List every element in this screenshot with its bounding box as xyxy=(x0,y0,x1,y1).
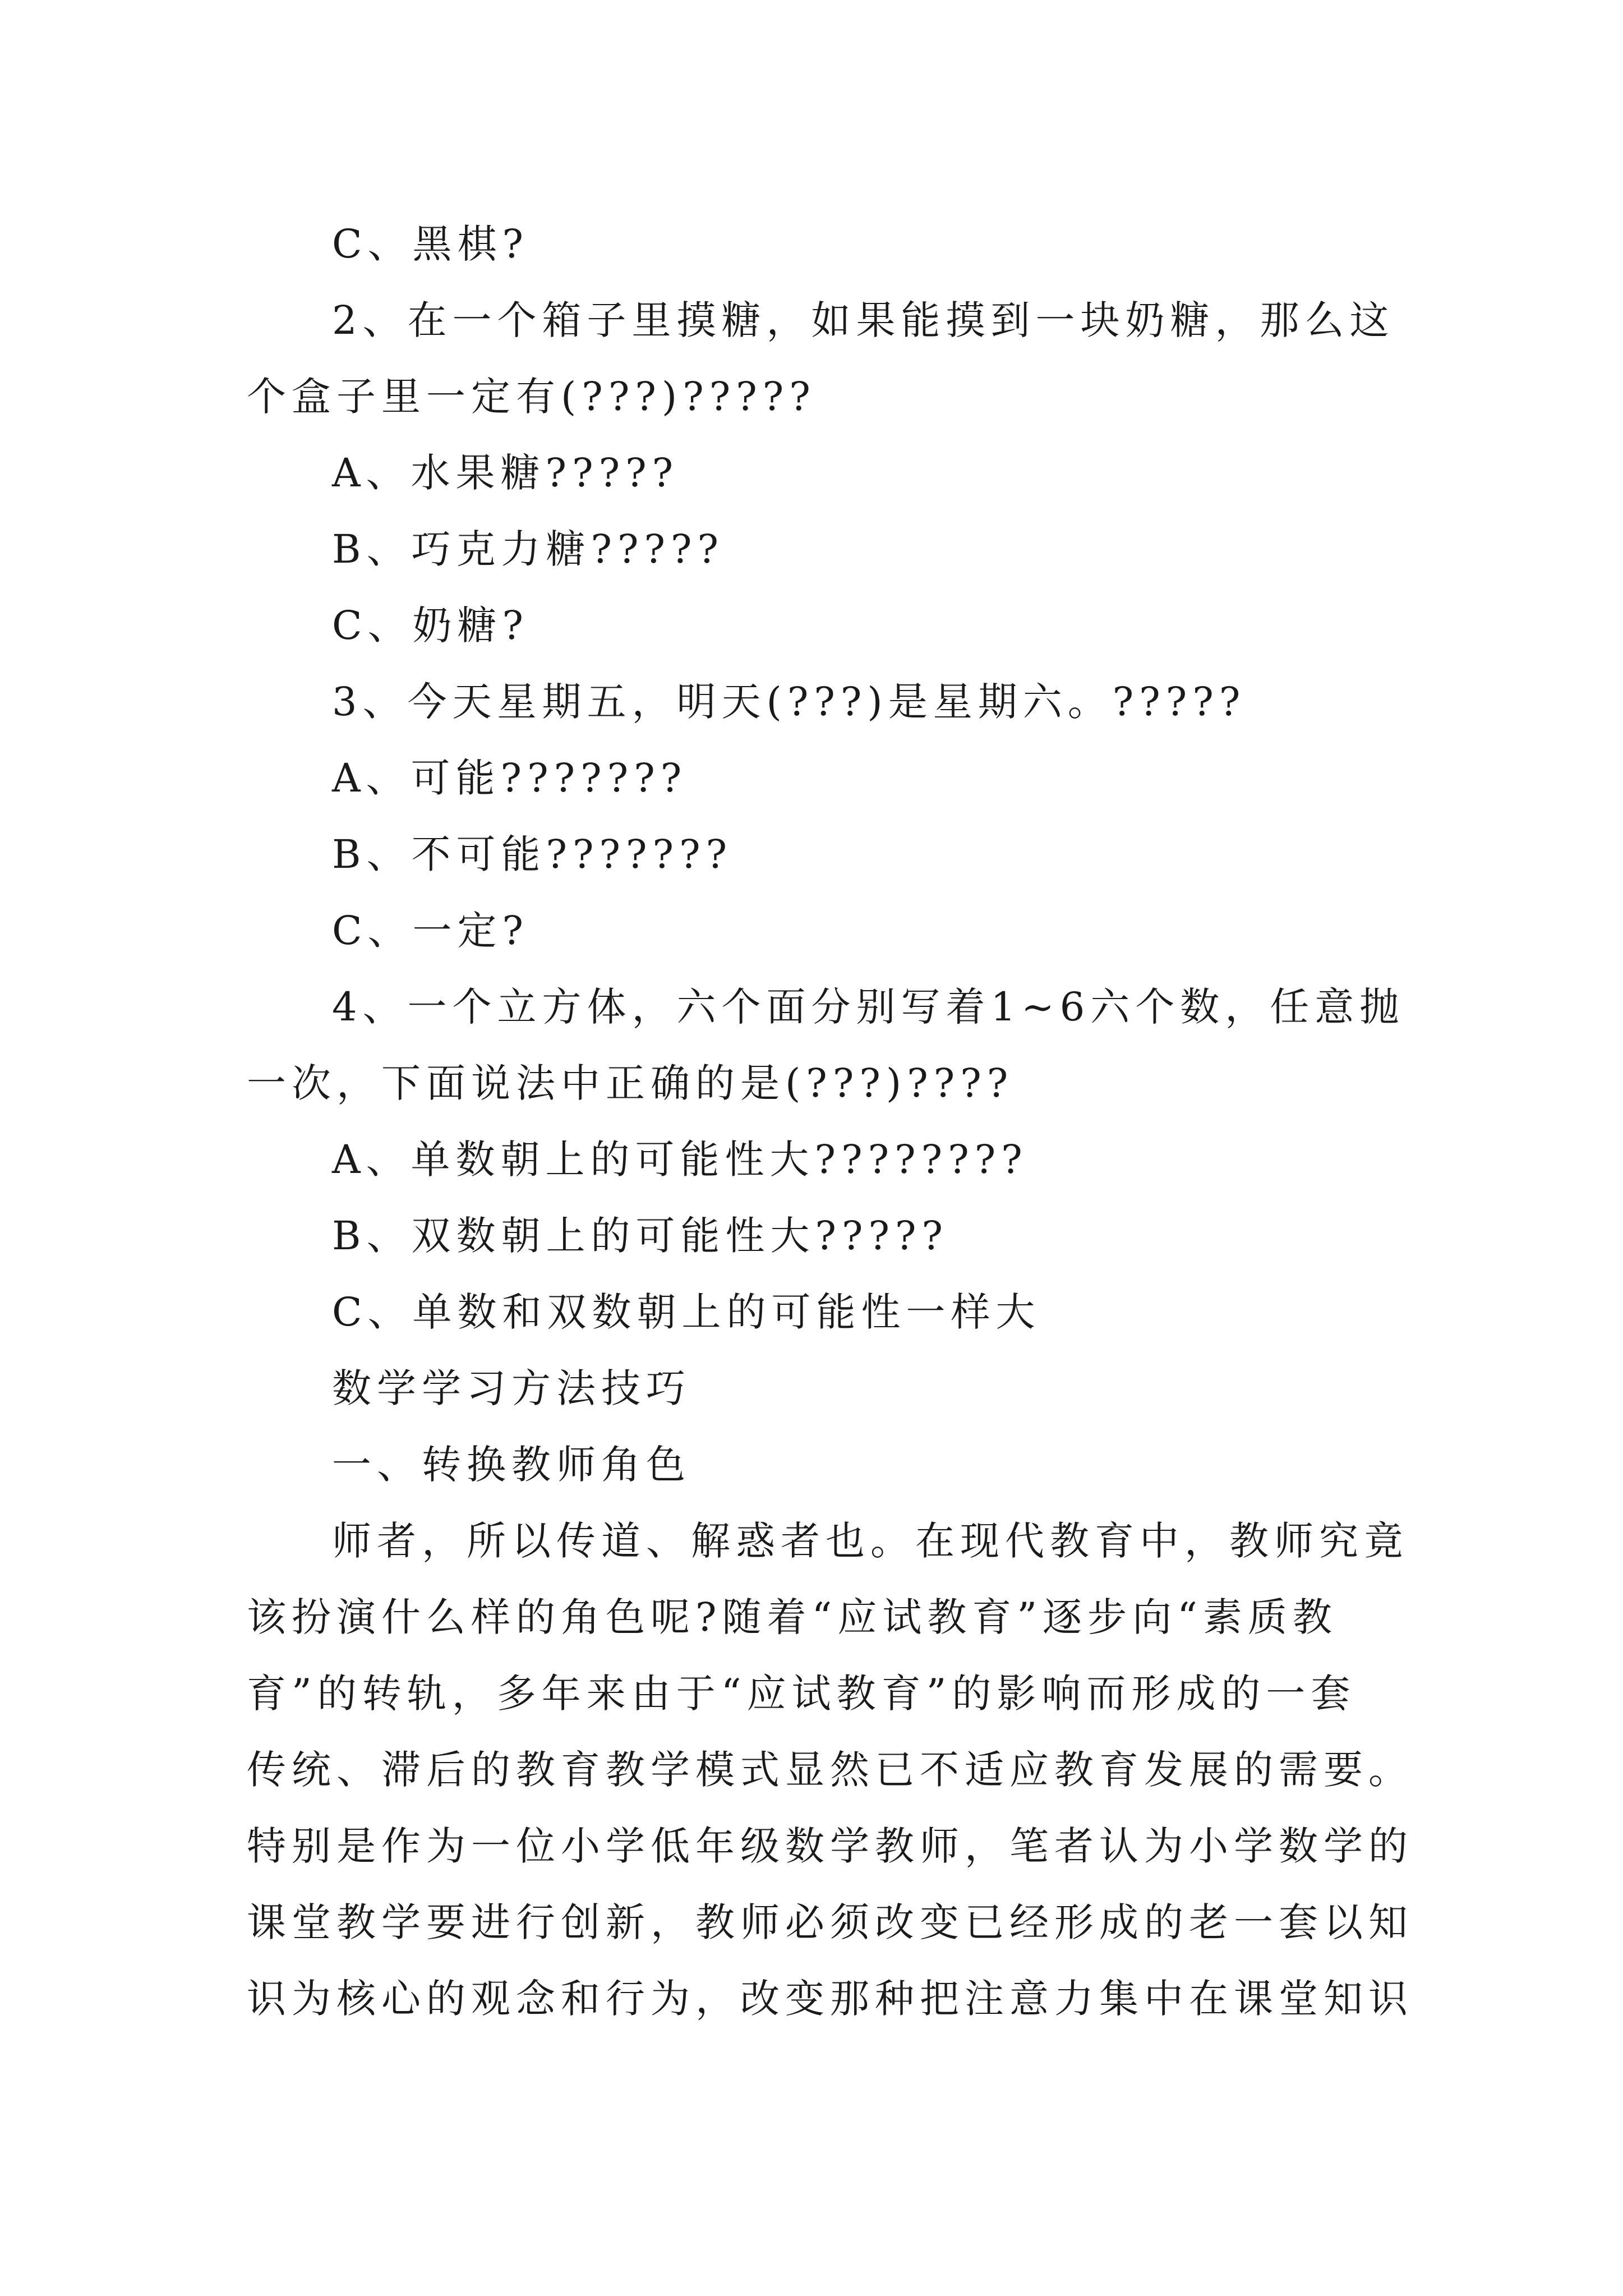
paragraph-line: 师者，所以传道、解惑者也。在现代教育中，教师究竟 xyxy=(332,1518,1409,1564)
question-line: 3、今天星期五，明天(???)是星期六。????? xyxy=(332,679,1246,725)
question-line: 个盒子里一定有(???)????? xyxy=(247,374,816,420)
question-line: 2、在一个箱子里摸糖，如果能摸到一块奶糖，那么这 xyxy=(332,297,1395,343)
option-line: C、单数和双数朝上的可能性一样大 xyxy=(332,1289,1041,1335)
paragraph-line: 特别是作为一位小学低年级数学教师，笔者认为小学数学的 xyxy=(247,1823,1413,1869)
option-line: C、奶糖? xyxy=(332,602,529,648)
option-line: A、可能??????? xyxy=(332,755,688,801)
section-title: 数学学习方法技巧 xyxy=(332,1365,691,1411)
paragraph-line: 育”的转轨，多年来由于“应试教育”的影响而形成的一套 xyxy=(247,1671,1356,1717)
paragraph-line: 传统、滞后的教育教学模式显然已不适应教育发展的需要。 xyxy=(247,1747,1413,1793)
question-line: 4、一个立方体，六个面分别写着1~6六个数，任意抛 xyxy=(332,984,1405,1030)
option-line: B、双数朝上的可能性大????? xyxy=(332,1213,949,1259)
paragraph-line: 识为核心的观念和行为，改变那种把注意力集中在课堂知识 xyxy=(247,1976,1413,2022)
paragraph-line: 课堂教学要进行创新，教师必须改变已经形成的老一套以知 xyxy=(247,1899,1413,1945)
option-line: B、巧克力糖????? xyxy=(332,526,725,572)
option-line: A、单数朝上的可能性大???????? xyxy=(332,1137,1028,1182)
question-line: 一次，下面说法中正确的是(???)???? xyxy=(247,1060,1014,1106)
option-line: B、不可能??????? xyxy=(332,831,733,877)
option-line: A、水果糖????? xyxy=(332,450,679,496)
subsection-title: 一、转换教师角色 xyxy=(332,1442,691,1488)
paragraph-line: 该扮演什么样的角色呢?随着“应试教育”逐步向“素质教 xyxy=(247,1594,1338,1640)
option-line: C、一定? xyxy=(332,908,529,954)
option-line: C、黑棋? xyxy=(332,221,529,267)
